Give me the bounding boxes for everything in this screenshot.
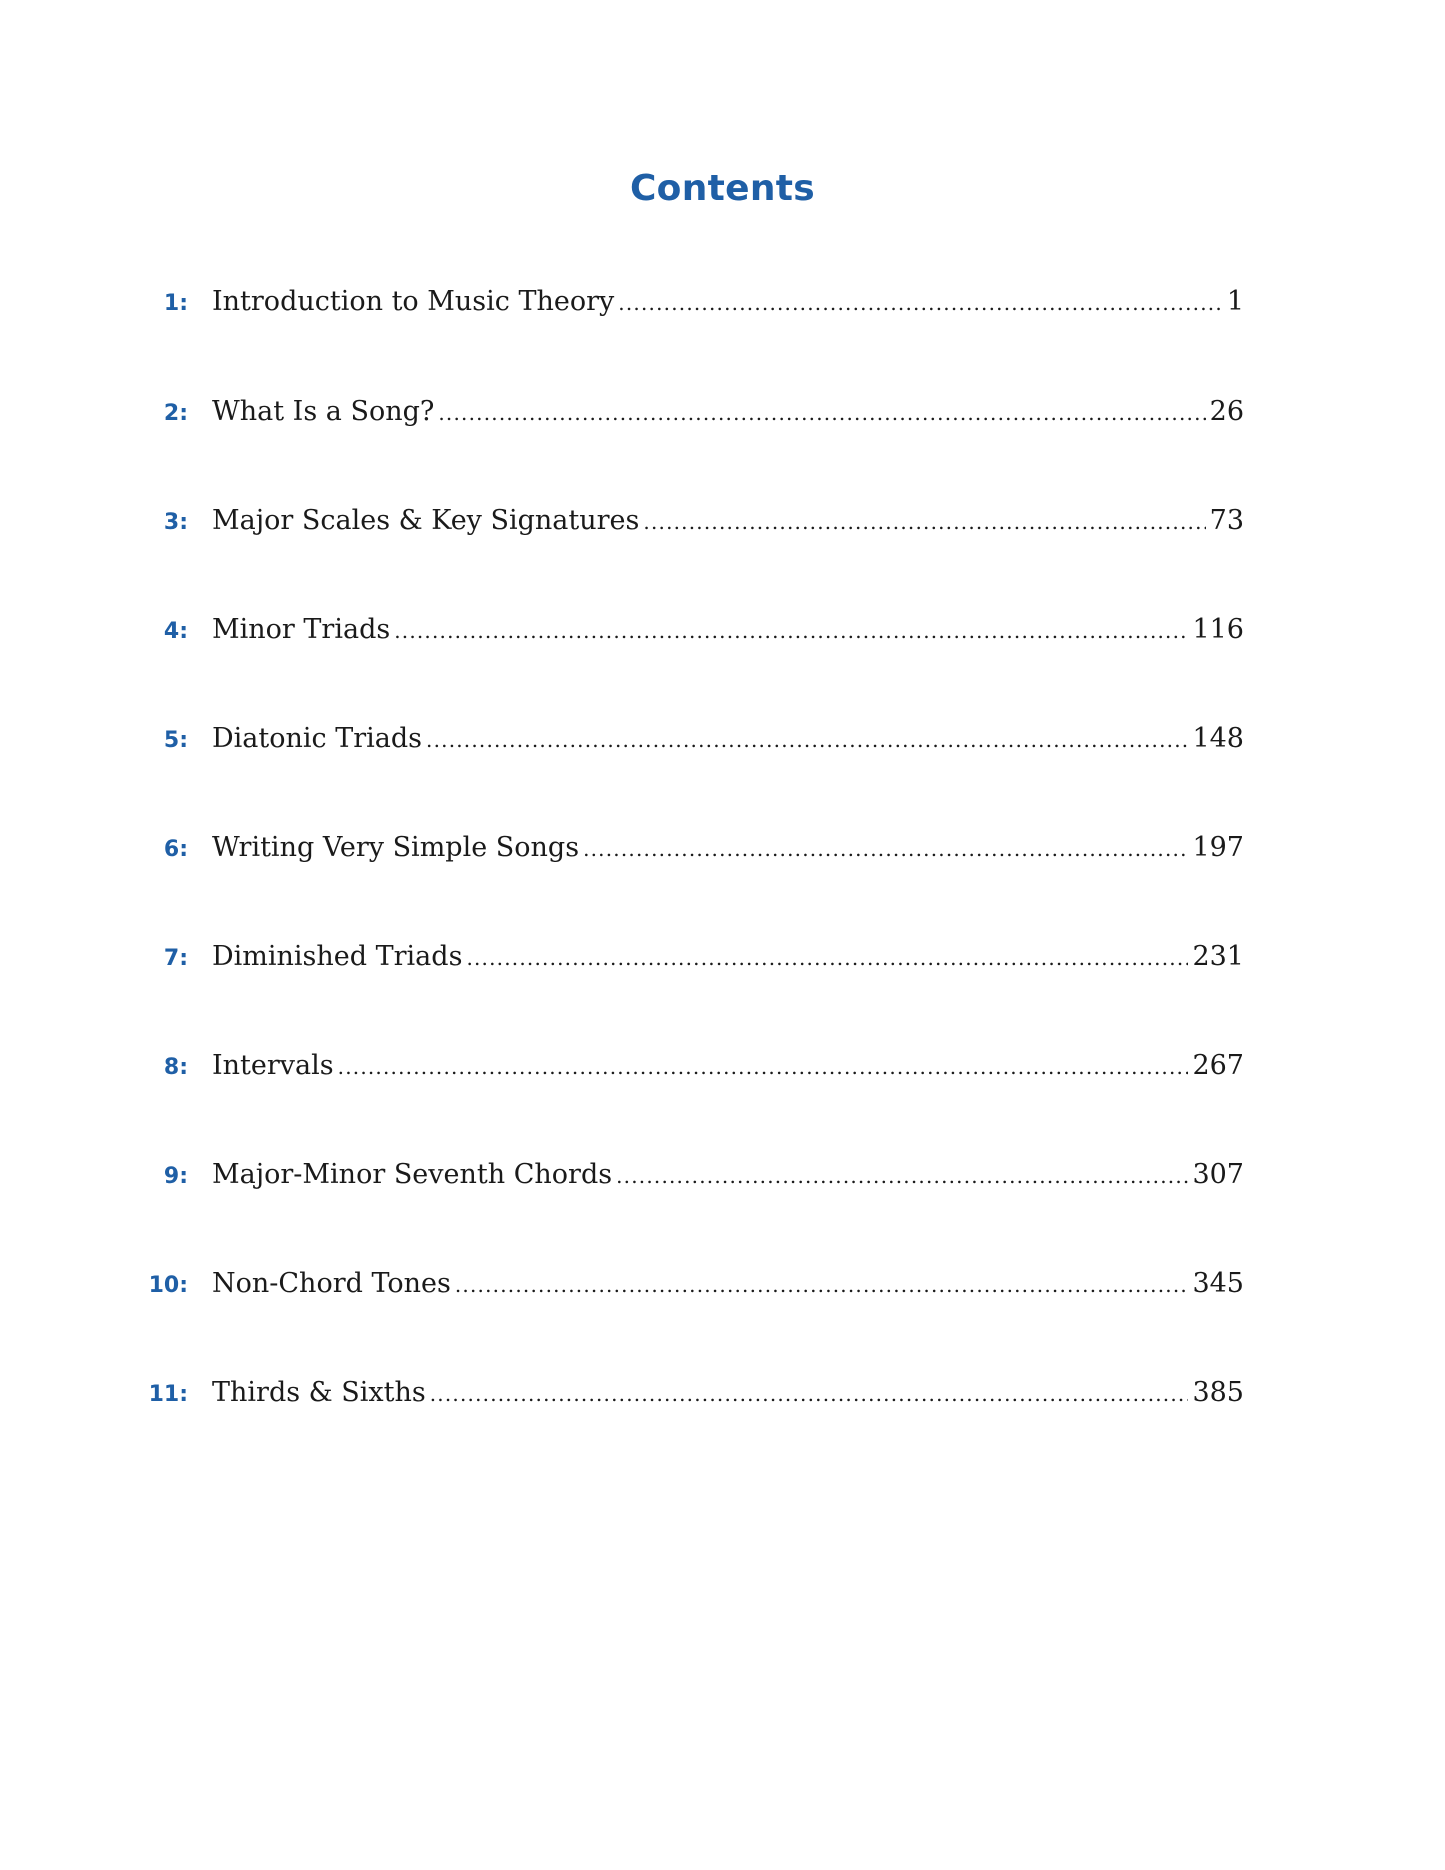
page-number: 345 <box>1192 1268 1244 1299</box>
dot-leader <box>394 619 1188 643</box>
chapter-title: Non-Chord Tones <box>212 1268 451 1299</box>
chapter-number: 6: <box>163 837 188 862</box>
page-number: 267 <box>1192 1050 1244 1081</box>
dot-leader <box>643 510 1205 534</box>
toc-entry[interactable] <box>0 505 1445 553</box>
page-title: Contents <box>629 168 816 209</box>
chapter-number: 1: <box>163 291 188 316</box>
page-number: 148 <box>1192 723 1244 754</box>
toc-entry[interactable] <box>0 614 1445 662</box>
chapter-number: 9: <box>163 1164 188 1189</box>
chapter-number: 3: <box>163 510 188 535</box>
chapter-number: 10: <box>148 1273 188 1298</box>
dot-leader <box>583 837 1188 861</box>
chapter-number: 2: <box>163 401 188 426</box>
chapter-title: Intervals <box>212 1050 334 1081</box>
dot-leader <box>338 1055 1189 1079</box>
page-number: 73 <box>1209 505 1244 536</box>
dot-leader <box>616 1164 1188 1188</box>
page-number: 197 <box>1192 832 1244 863</box>
chapter-title: Thirds & Sixths <box>212 1377 426 1408</box>
dot-leader <box>618 291 1223 315</box>
chapter-title: What Is a Song? <box>212 396 435 427</box>
chapter-title: Diatonic Triads <box>212 723 423 754</box>
dot-leader <box>455 1273 1189 1297</box>
chapter-number: 4: <box>163 619 188 644</box>
toc-entry[interactable] <box>0 1050 1445 1098</box>
chapter-number: 11: <box>148 1382 188 1407</box>
page-number: 307 <box>1192 1159 1244 1190</box>
chapter-number: 8: <box>163 1055 188 1080</box>
page-number: 231 <box>1192 941 1244 972</box>
dot-leader <box>426 728 1188 752</box>
page-number: 1 <box>1226 286 1244 317</box>
dot-leader <box>430 1382 1189 1406</box>
chapter-number: 7: <box>163 946 188 971</box>
chapter-title: Major Scales & Key Signatures <box>212 505 640 536</box>
toc-entry[interactable] <box>0 941 1445 989</box>
toc-entry[interactable] <box>0 832 1445 880</box>
toc-entry[interactable] <box>0 1377 1445 1425</box>
chapter-title: Diminished Triads <box>212 941 463 972</box>
chapter-title: Major-Minor Seventh Chords <box>212 1159 613 1190</box>
chapter-number: 5: <box>163 728 188 753</box>
page-number: 385 <box>1192 1377 1244 1408</box>
page-number: 26 <box>1209 396 1244 427</box>
toc-entry[interactable] <box>0 723 1445 771</box>
chapter-title: Introduction to Music Theory <box>212 286 615 317</box>
toc-entry[interactable] <box>0 1159 1445 1207</box>
chapter-title: Writing Very Simple Songs <box>212 832 580 863</box>
page-number: 116 <box>1192 614 1244 645</box>
dot-leader <box>438 401 1205 425</box>
toc-entry[interactable] <box>0 286 1445 334</box>
toc-entry[interactable] <box>0 1268 1445 1316</box>
chapter-title: Minor Triads <box>212 614 391 645</box>
toc-entry[interactable] <box>0 396 1445 444</box>
dot-leader <box>466 946 1188 970</box>
